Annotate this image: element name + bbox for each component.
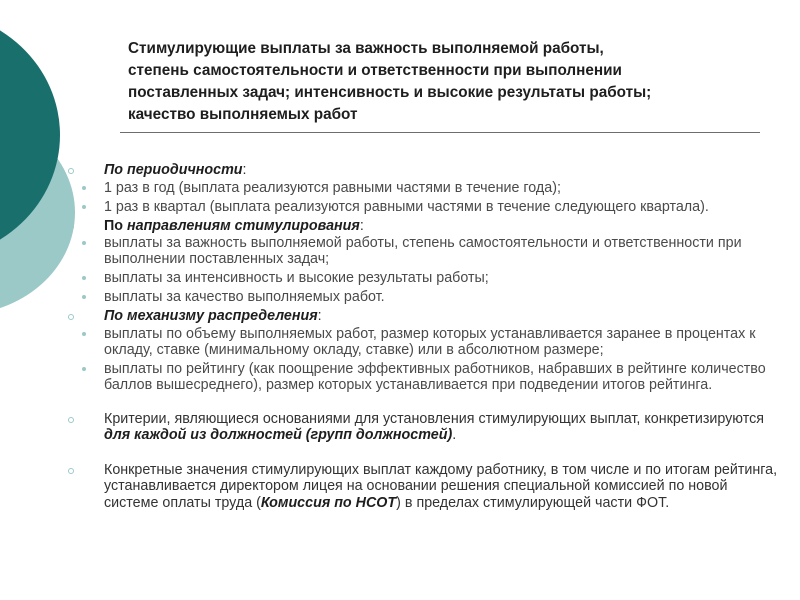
bullet-circle-icon — [68, 417, 74, 423]
paragraph-emphasis: Комиссия по НСОТ — [260, 494, 397, 511]
title-line: качество выполняемых работ — [128, 106, 358, 123]
paragraph-text: Конкретные значения стимулирующих выплат каждому работнику, в том числе и по итогам рейтинга, устанавливается директором лицея на основании решения специальной комиссией по новой системе оплаты труда ( — [104, 461, 778, 511]
list-item-text: выплаты за важность выполняемой работы, степень самостоятельности и ответственности при выполнении поставленных задач; — [104, 235, 742, 267]
section-heading: По механизму распределения — [104, 308, 318, 324]
bullet-circle-icon — [68, 468, 74, 474]
list-item — [68, 180, 778, 196]
section-heading-colon: : — [317, 308, 322, 324]
bullet-circle-icon — [68, 168, 74, 174]
bullet-dot-icon — [82, 295, 86, 299]
list-item-text: выплаты за качество выполняемых работ. — [104, 289, 385, 305]
section-heading-colon: : — [359, 217, 364, 234]
slide-body — [68, 161, 778, 511]
section-heading: По периодичности — [104, 162, 243, 178]
section-mechanism — [68, 308, 778, 325]
list-item-text: выплаты по рейтингу (как поощрение эффективных работников, набравших в рейтинге количество баллов вышесреднего), размер которых устанавливается при подведении итогов рейтинга. — [104, 360, 766, 393]
paragraph-text: Критерии, являющиеся основаниями для установления стимулирующих выплат, конкретизируются — [104, 410, 764, 427]
section-directions — [68, 218, 778, 235]
list-item-text: выплаты за интенсивность и высокие результаты работы; — [104, 270, 489, 286]
list-item — [68, 235, 778, 267]
bullet-dot-icon — [82, 205, 86, 209]
section-periodicity — [68, 162, 778, 179]
section-items — [68, 180, 778, 215]
section-items — [68, 326, 778, 393]
paragraph-end: ) в пределах стимулирующей части ФОТ. — [396, 494, 670, 511]
section-heading: направлениям стимулирования — [126, 217, 360, 234]
bullet-dot-icon — [82, 276, 86, 280]
title-divider — [120, 132, 760, 133]
list-item — [68, 326, 778, 358]
bullet-circle-icon — [68, 314, 74, 320]
bullet-dot-icon — [82, 367, 86, 371]
values-paragraph — [68, 462, 778, 512]
title-line: поставленных задач; интенсивность и высокие результаты работы; — [128, 84, 652, 101]
title-line: Стимулирующие выплаты за важность выполняемой работы, — [128, 40, 604, 57]
paragraph-emphasis: для каждой из должностей (групп должностей) — [104, 427, 453, 443]
list-item-text: выплаты по объему выполняемых работ, размер которых устанавливается заранее в процентах к окладу, ставке (минимальному окладу, ставке) или в абсолютном размере; — [104, 325, 756, 358]
list-item — [68, 199, 778, 215]
list-item-text: 1 раз в год (выплата реализуются равными частями в течение года); — [104, 179, 561, 196]
list-item — [68, 270, 778, 286]
paragraph-end: . — [452, 427, 457, 443]
bullet-dot-icon — [82, 186, 86, 190]
bullet-circle-icon — [68, 224, 74, 230]
bullet-dot-icon — [82, 241, 86, 245]
list-item — [68, 361, 778, 393]
slide-title — [128, 38, 768, 126]
list-item-text: 1 раз в квартал (выплата реализуются равными частями в течение следующего квартала). — [104, 198, 709, 215]
list-item — [68, 289, 778, 305]
title-line: степень самостоятельности и ответственности при выполнении — [128, 62, 622, 79]
section-heading-colon: : — [242, 162, 247, 178]
criteria-paragraph — [68, 411, 778, 444]
bullet-dot-icon — [82, 332, 86, 336]
section-heading-prefix: По — [104, 217, 127, 234]
section-items — [68, 235, 778, 305]
